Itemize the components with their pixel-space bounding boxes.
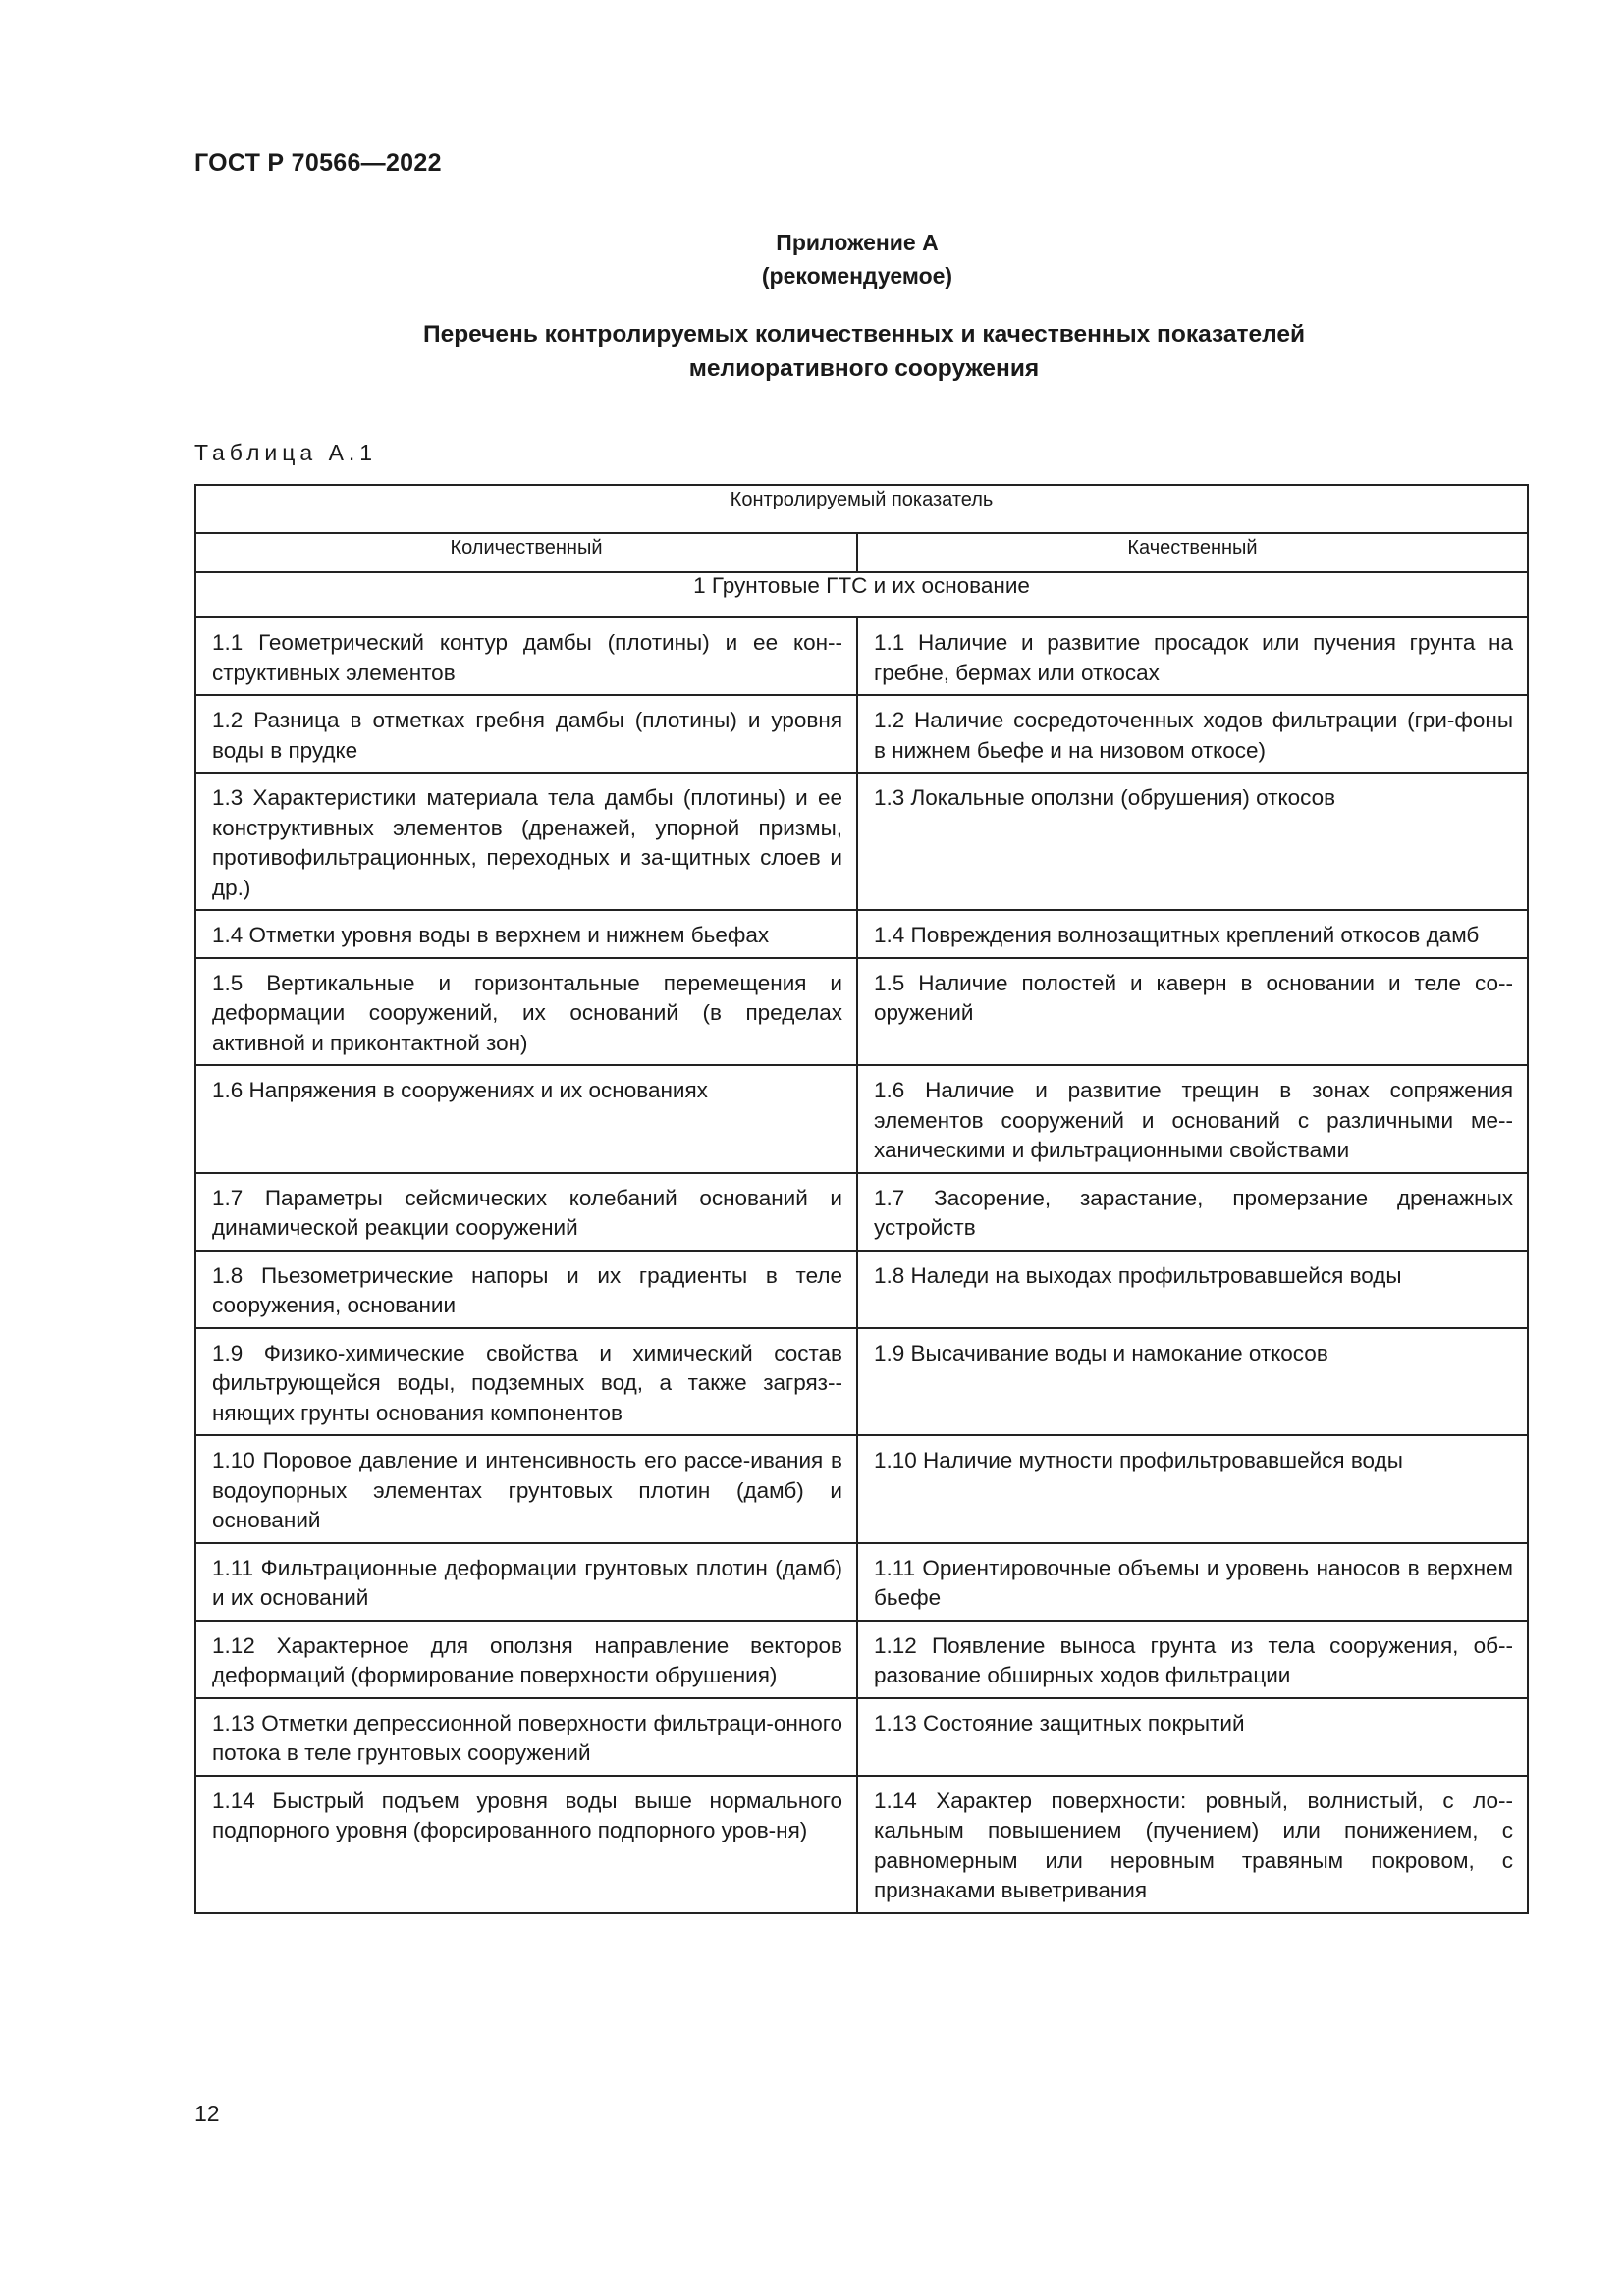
qualitative-cell: 1.3 Локальные оползни (обрушения) откосов bbox=[857, 773, 1528, 910]
table-row bbox=[195, 1621, 1528, 1698]
table-row bbox=[195, 773, 1528, 910]
table-row bbox=[195, 1435, 1528, 1543]
table-row bbox=[195, 958, 1528, 1066]
section-heading-line-1: Перечень контролируемых количественных и качественных показателей bbox=[422, 321, 1306, 347]
table-header-row bbox=[195, 485, 1528, 533]
quantitative-cell: 1.4 Отметки уровня воды в верхнем и нижнем бьефах bbox=[195, 910, 857, 958]
indicators-table bbox=[194, 484, 1529, 1914]
quantitative-cell: 1.8 Пьезометрические напоры и их градиенты в теле сооружения, основании bbox=[195, 1251, 857, 1328]
quantitative-cell: 1.7 Параметры сейсмических колебаний оснований и динамической реакции сооружений bbox=[195, 1173, 857, 1251]
qualitative-cell: 1.8 Наледи на выходах профильтровавшейся воды bbox=[857, 1251, 1528, 1328]
annex-title-block bbox=[0, 226, 1624, 293]
quantitative-cell: 1.13 Отметки депрессионной поверхности фильтраци-онного потока в теле грунтовых сооружений bbox=[195, 1698, 857, 1776]
table-subheader-row bbox=[195, 533, 1528, 572]
qualitative-cell: 1.1 Наличие и развитие просадок или пучения грунта на гребне, бермах или откосах bbox=[857, 617, 1528, 695]
header-controlled-indicator: Контролируемый показатель bbox=[195, 485, 1528, 533]
quantitative-cell: 1.11 Фильтрационные деформации грунтовых плотин (дамб) и их оснований bbox=[195, 1543, 857, 1621]
table-row bbox=[195, 617, 1528, 695]
table-row bbox=[195, 1065, 1528, 1173]
qualitative-cell: 1.4 Повреждения волнозащитных креплений откосов дамб bbox=[857, 910, 1528, 958]
qualitative-cell: 1.5 Наличие полостей и каверн в основании и теле со-оружений bbox=[857, 958, 1528, 1066]
quantitative-cell: 1.5 Вертикальные и горизонтальные перемещения и деформации сооружений, их оснований (в пределах активной и приконтактной зон) bbox=[195, 958, 857, 1066]
section-heading-line-2: мелиоративного сооружения bbox=[688, 355, 1040, 382]
qualitative-cell: 1.11 Ориентировочные объемы и уровень наносов в верхнем бьефе bbox=[857, 1543, 1528, 1621]
section-heading bbox=[295, 317, 1434, 386]
quantitative-cell: 1.14 Быстрый подъем уровня воды выше нормального подпорного уровня (форсированного подпорного уров-ня) bbox=[195, 1776, 857, 1913]
qualitative-cell: 1.6 Наличие и развитие трещин в зонах сопряжения элементов сооружений и оснований с различными ме-ханическими и фильтрационными свойствами bbox=[857, 1065, 1528, 1173]
qualitative-cell: 1.10 Наличие мутности профильтровавшейся воды bbox=[857, 1435, 1528, 1543]
qualitative-cell: 1.13 Состояние защитных покрытий bbox=[857, 1698, 1528, 1776]
quantitative-cell: 1.10 Поровое давление и интенсивность его рассе-ивания в водоупорных элементах грунтовых плотин (дамб) и оснований bbox=[195, 1435, 857, 1543]
header-quantitative: Количественный bbox=[195, 533, 857, 572]
qualitative-cell: 1.9 Высачивание воды и намокание откосов bbox=[857, 1328, 1528, 1436]
qualitative-cell: 1.2 Наличие сосредоточенных ходов фильтрации (гри-фоны в нижнем бьефе и на низовом откосе) bbox=[857, 695, 1528, 773]
document-code: ГОСТ Р 70566—2022 bbox=[194, 149, 442, 177]
section-row bbox=[195, 572, 1528, 617]
quantitative-cell: 1.6 Напряжения в сооружениях и их основаниях bbox=[195, 1065, 857, 1173]
qualitative-cell: 1.7 Засорение, зарастание, промерзание дренажных устройств bbox=[857, 1173, 1528, 1251]
annex-title: Приложение А bbox=[776, 230, 939, 255]
section-title: 1 Грунтовые ГТС и их основание bbox=[195, 572, 1528, 617]
quantitative-cell: 1.1 Геометрический контур дамбы (плотины) и ее кон-структивных элементов bbox=[195, 617, 857, 695]
page-number: 12 bbox=[194, 2101, 220, 2126]
qualitative-cell: 1.12 Появление выноса грунта из тела сооружения, об-разование обширных ходов фильтрации bbox=[857, 1621, 1528, 1698]
table-row bbox=[195, 1776, 1528, 1913]
table-row bbox=[195, 1173, 1528, 1251]
quantitative-cell: 1.12 Характерное для оползня направление векторов деформаций (формирование поверхности обрушения) bbox=[195, 1621, 857, 1698]
table-row bbox=[195, 910, 1528, 958]
quantitative-cell: 1.9 Физико-химические свойства и химический состав фильтрующейся воды, подземных вод, а также загряз-няющих грунты основания компонентов bbox=[195, 1328, 857, 1436]
table-row bbox=[195, 1328, 1528, 1436]
table-row bbox=[195, 695, 1528, 773]
qualitative-cell: 1.14 Характер поверхности: ровный, волнистый, с ло-кальным повышением (пучением) или понижением, с равномерным или неровным травяным покровом, с признаками выветривания bbox=[857, 1776, 1528, 1913]
table-row bbox=[195, 1543, 1528, 1621]
header-qualitative: Качественный bbox=[857, 533, 1528, 572]
quantitative-cell: 1.2 Разница в отметках гребня дамбы (плотины) и уровня воды в прудке bbox=[195, 695, 857, 773]
table-row bbox=[195, 1698, 1528, 1776]
table-label: Таблица А.1 bbox=[194, 440, 378, 465]
annex-status: (рекомендуемое) bbox=[761, 263, 953, 289]
table-row bbox=[195, 1251, 1528, 1328]
quantitative-cell: 1.3 Характеристики материала тела дамбы (плотины) и ее конструктивных элементов (дренажей, упорной призмы, противофильтрационных, переходных и за-щитных слоев и др.) bbox=[195, 773, 857, 910]
